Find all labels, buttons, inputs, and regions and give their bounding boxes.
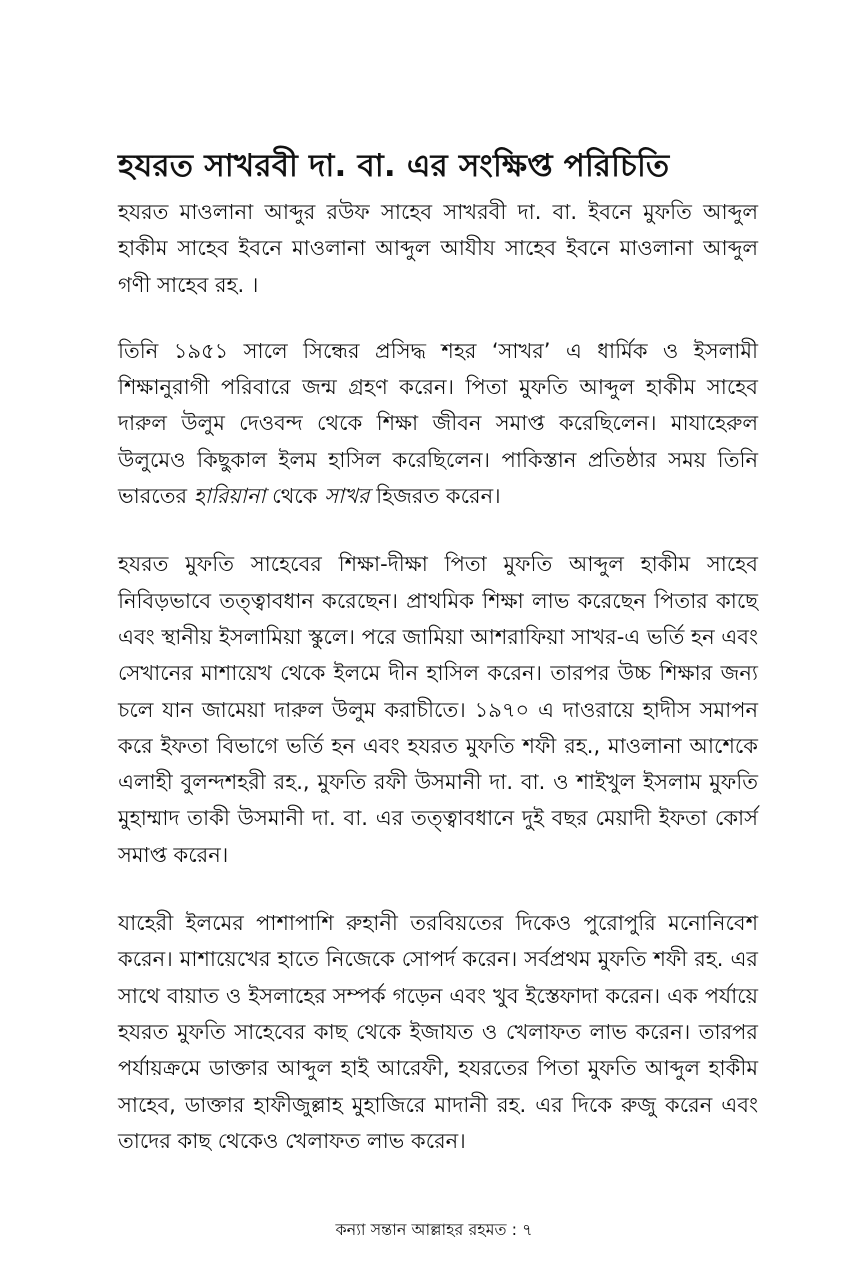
- footer-separator: :: [506, 1220, 523, 1239]
- paragraph-lineage: হযরত মাওলানা আব্দুর রউফ সাহেব সাখরবী দা. বা. ইবনে মুফতি আব্দুল হাকীম সাহেব ইবনে মাওলানা আব্দুল আযীয সাহেব ইবনে মাওলানা আব্দুল গণী সাহেব রহ. ।: [118, 200, 758, 297]
- page-footer: [0, 1218, 868, 1242]
- paragraph-birth-text-middle: থেকে: [265, 484, 325, 509]
- footer-book-title: কন্যা সন্তান আল্লাহর রহমত: [335, 1220, 507, 1239]
- place-name-hariyana: হারিয়ানা: [193, 484, 266, 509]
- paragraph-birth-text-end: হিজরত করেন।: [369, 484, 501, 509]
- page-body: [118, 140, 758, 1159]
- paragraph-birth: [118, 333, 758, 514]
- page-number: ৭: [522, 1220, 533, 1239]
- paragraph-education: হযরত মুফতি সাহেবের শিক্ষা-দীক্ষা পিতা মুফতি আব্দুল হাকীম সাহেব নিবিড়ভাবে তত্ত্বাবধান করেছেন। প্রাথমিক শিক্ষা লাভ করেছেন পিতার কাছে এবং স্থানীয় ইসলামিয়া স্কুলে। পরে জামিয়া আশরাফিয়া সাখর-এ ভর্তি হন এবং সেখানের মাশায়েখ থেকে ইলমে দীন হাসিল করেন। তারপর উচ্চ শিক্ষার জন্য চলে যান জামেয়া দারুল উলুম করাচীতে। ১৯৭০ এ দাওরায়ে হাদীস সমাপন করে ইফতা বিভাগে ভর্তি হন এবং হযরত মুফতি শফী রহ., মাওলানা আশেকে এলাহী বুলন্দশহরী রহ., মুফতি রফী উসমানী দা. বা. ও শাইখুল ইসলাম মুফতি মুহাম্মাদ তাকী উসমানী দা. বা. এর তত্ত্বাবধানে দুই বছর মেয়াদী ইফতা কোর্স সমাপ্ত করেন।: [118, 552, 758, 867]
- paragraph-spiritual: যাহেরী ইলমের পাশাপাশি রুহানী তরবিয়তের দিকেও পুরোপুরি মনোনিবেশ করেন। মাশায়েখের হাতে নিজেকে সোপর্দ করেন। সর্বপ্রথম মুফতি শফী রহ. এর সাথে বায়াত ও ইসলাহের সম্পর্ক গড়েন এবং খুব ইস্তেফাদা করেন। এক পর্যায়ে হযরত মুফতি সাহেবের কাছ থেকে ইজাযত ও খেলাফত লাভ করেন। তারপর পর্যায়ক্রমে ডাক্তার আব্দুল হাই আরেফী, হযরতের পিতা মুফতি আব্দুল হাকীম সাহেব, ডাক্তার হাফীজুল্লাহ মুহাজিরে মাদানী রহ. এর দিকে রুজু করেন এবং তাদের কাছ থেকেও খেলাফত লাভ করেন।: [118, 911, 758, 1153]
- page-title: হযরত সাখরবী দা. বা. এর সংক্ষিপ্ত পরিচিতি: [118, 148, 670, 184]
- paragraph-birth-text-start: তিনি ১৯৫১ সালে সিন্ধের প্রসিদ্ধ শহর ‘সাখর’ এ ধার্মিক ও ইসলামী শিক্ষানুরাগী পরিবারে জন্ম গ্রহণ করেন। পিতা মুফতি আব্দুল হাকীম সাহেব দারুল উলুম দেওবন্দ থেকে শিক্ষা জীবন সমাপ্ত করেছিলেন। মাযাহেরুল উলুমেও কিছুকাল ইলম হাসিল করেছিলেন। পাকিস্তান প্রতিষ্ঠার সময় তিনি ভারতের: [118, 338, 758, 509]
- place-name-sakhar: সাখর: [324, 484, 370, 509]
